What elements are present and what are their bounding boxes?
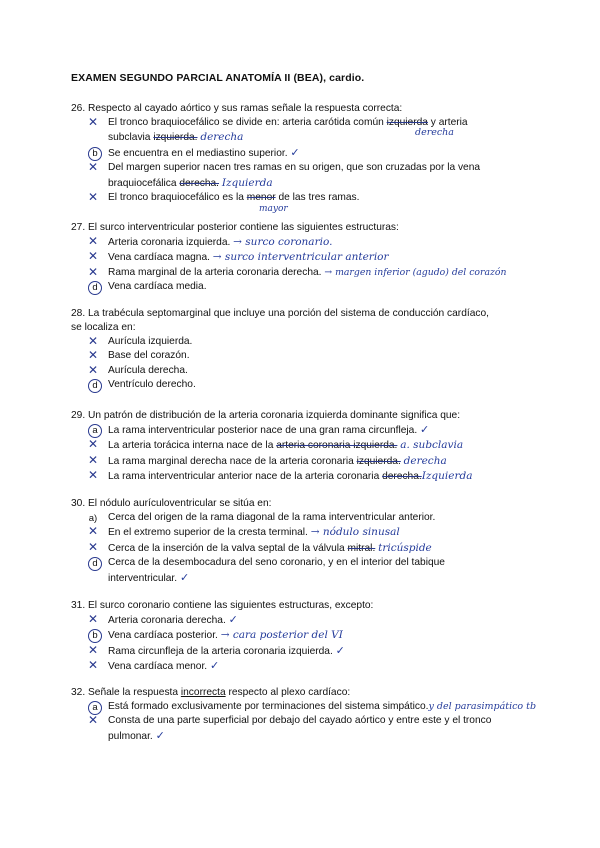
struck-text: izquierda. [356,455,401,467]
question-31 [71,599,571,675]
cross-mark-icon [87,192,101,205]
handwritten-note: → nódulo sinusal [310,526,400,539]
handwritten-note: tricúspide [378,541,432,554]
handwritten-note: derecha [200,131,244,144]
handwritten-note: a. subclavia [400,439,464,452]
option-b-cont: pulmonar. ✓ [108,729,165,742]
question-text: 30. El nódulo aurículoventricular se sitúa en: [71,498,272,509]
question-text: 31. El surco coronario contiene las siguientes estructuras, excepto: [71,600,374,611]
option-a: a La rama interventricular posterior nace de una gran rama circunfleja. ✓ [71,423,571,438]
option-d: d Ventrículo derecho. [71,378,571,392]
selected-answer-circle: d [88,379,102,393]
handwritten-note: → margen inferior (agudo) del corazón [324,266,507,278]
cross-mark-icon [87,117,101,130]
option-d: ✕ La rama interventricular anterior nace de la arteria coronaria derecha.Izquierda [71,469,571,484]
handwritten-note: y del parasimpático tb [428,701,537,712]
handwritten-note: derecha [403,454,447,467]
check-mark-icon: ✓ [179,571,190,584]
cross-mark-icon [87,236,101,249]
question-text: 32. Señale la respuesta incorrecta respecto al plexo cardíaco: [71,687,351,698]
option-c: ✕ La rama marginal derecha nace de la arteria coronaria izquierda. derecha [71,454,571,469]
check-mark-icon: ✓ [420,424,430,436]
cross-mark-icon [87,439,101,452]
option-a: a) Cerca del origen de la rama diagonal de la rama interventricular anterior. [71,511,571,525]
cross-mark-icon [87,645,101,658]
option-c: ✕ Rama marginal de la arteria coronaria derecha. → margen inferior (agudo) del corazón [71,266,571,280]
cross-mark-icon [87,470,101,483]
option-c: ✕ Cerca de la inserción de la valva septal de la válvula mitral. tricúspide [71,541,571,556]
selected-answer-circle: d [88,281,102,295]
option-b: ✕ La arteria torácica interna nace de la arteria coronaria izquierda. a. subclavia [71,438,571,453]
cross-mark-icon [87,267,101,280]
cross-mark-icon [87,526,101,539]
check-mark-icon: ✓ [209,660,220,673]
option-b: ✕ Base del corazón. [71,349,571,363]
struck-text: arteria coronaria izquierda. [276,440,398,452]
option-c: ✕ Aurícula derecha. [71,364,571,378]
option-c-cont: braquiocefálica derecha. Izquierda [108,176,273,189]
handwritten-note: Izquierda [421,470,473,483]
question-32 [71,686,596,744]
check-mark-icon: ✓ [290,146,300,159]
struck-text: menor [246,192,276,204]
selected-answer-circle: d [88,557,102,571]
option-c: ✕ Del margen superior nacen tres ramas en su origen, que son cruzadas por la vena [71,161,571,175]
question-26 [71,102,571,215]
selected-answer-circle: b [88,629,102,643]
option-a-cont: subclavia izquierda. derecha [108,131,244,144]
struck-text: izquierda [386,117,428,128]
option-d: d Vena cardíaca media. [71,280,571,294]
selected-answer-circle: b [88,147,102,161]
option-letter: a) [88,513,98,524]
question-27 [71,221,571,295]
check-mark-icon: ✓ [155,729,165,742]
option-a: ✕ Arteria coronaria derecha. ✓ [71,613,571,628]
cross-mark-icon [87,365,101,378]
cross-mark-icon [87,162,101,175]
selected-answer-circle: a [88,701,102,715]
option-b: ✕ Vena cardíaca magna. → surco interventricular anterior [71,250,571,265]
handwritten-note: mayor [259,204,288,215]
cross-mark-icon [87,350,101,363]
option-d-cont: interventricular. ✓ [108,571,190,584]
selected-answer-circle: a [88,424,102,438]
option-a: ✕ Arteria coronaria izquierda. → surco coronario. [71,235,571,250]
struck-text: mitral. [347,542,376,554]
question-28 [71,307,571,393]
cross-mark-icon [87,715,101,728]
struck-text: derecha. [382,471,422,483]
cross-mark-icon [87,455,101,468]
cross-mark-icon [87,614,101,627]
check-mark-icon: ✓ [335,644,345,657]
check-mark-icon: ✓ [228,614,238,626]
handwritten-note: → cara posterior del VI [220,629,343,642]
cross-mark-icon [87,336,101,349]
handwritten-note: derecha [415,127,454,138]
option-d: ✕ El tronco braquiocefálico es la menor de las tres ramas. mayor [71,191,571,205]
struck-text: derecha. [179,177,220,189]
question-text: 29. Un patrón de distribución de la arteria coronaria izquierda dominante significa que: [71,410,461,421]
option-d: ✕ Vena cardíaca menor. ✓ [71,659,571,674]
question-30 [71,497,571,586]
option-b: b Vena cardíaca posterior. → cara posterior del VI [71,628,571,643]
cross-mark-icon [87,660,101,673]
option-b: ✕ Consta de una parte superficial por debajo del cayado aórtico y entre este y el tronco [71,714,596,728]
question-text: 27. El surco interventricular posterior contiene las siguientes estructuras: [71,222,399,233]
cross-mark-icon [87,251,101,264]
question-29 [71,409,571,485]
handwritten-note: → surco coronario. [233,236,333,248]
option-a: a Está formado exclusivamente por terminaciones del sistema simpático.y del parasimpático tb [71,700,596,714]
handwritten-note: → surco interventricular anterior [212,251,389,264]
option-d: d Cerca de la desembocadura del seno coronario, y en el interior del tabique [71,556,571,570]
option-b: ✕ En el extremo superior de la cresta terminal. → nódulo sinusal [71,525,571,540]
option-b: b Se encuentra en el mediastino superior. ✓ [71,146,571,161]
option-c: ✕ Rama circunfleja de la arteria coronaria izquierda. ✓ [71,644,571,659]
struck-text: izquierda. [153,132,198,144]
cross-mark-icon [87,542,101,555]
option-a: ✕ El tronco braquiocefálico se divide en: arteria carótida común izquierda y arteria derecha [71,116,571,130]
question-text: 28. La trabécula septomarginal que incluye una porción del sistema de conducción cardíaco, se localiza en: [71,308,489,333]
question-text: 26. Respecto al cayado aórtico y sus ramas señale la respuesta correcta: [71,103,403,114]
option-a: ✕ Aurícula izquierda. [71,335,571,349]
handwritten-note: Izquierda [221,176,273,189]
exam-title: EXAMEN SEGUNDO PARCIAL ANATOMÍA II (BEA), cardio. [71,72,365,84]
